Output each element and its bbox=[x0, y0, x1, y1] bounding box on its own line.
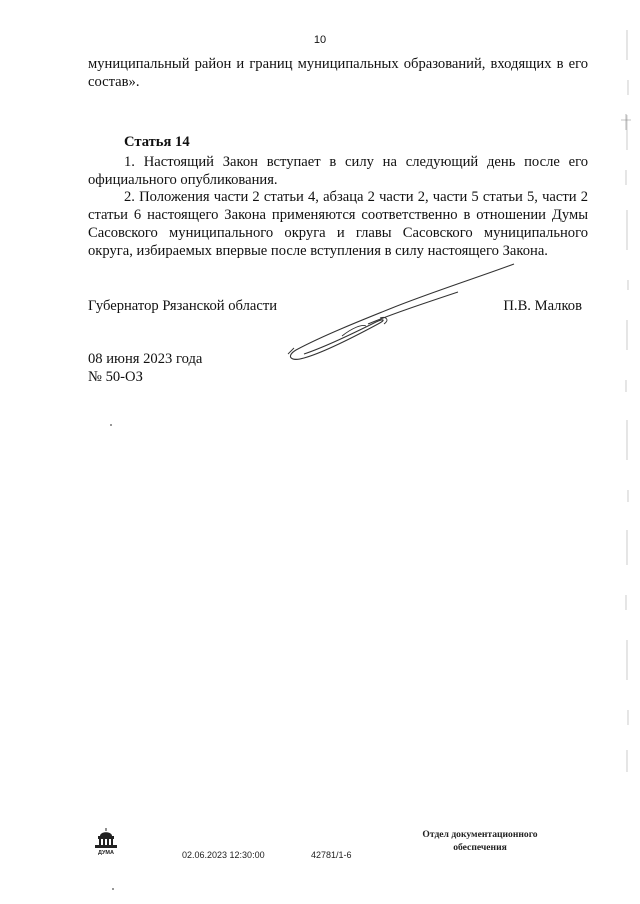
scan-speck bbox=[112, 888, 114, 890]
duma-logo-text: ДУМА bbox=[98, 850, 114, 856]
department-stamp-line1: Отдел документационного bbox=[422, 829, 538, 840]
handwritten-signature bbox=[282, 258, 522, 368]
department-stamp bbox=[400, 828, 560, 854]
article-title: Статья 14 bbox=[124, 134, 190, 150]
signatory-name: П.В. Малков bbox=[503, 298, 582, 314]
law-number: № 50-ОЗ bbox=[88, 369, 143, 385]
duma-logo-icon bbox=[92, 826, 120, 856]
footer-registration-number: 42781/1-6 bbox=[311, 850, 352, 860]
continuation-text bbox=[88, 56, 588, 92]
scan-speck bbox=[110, 424, 112, 426]
signatory-title: Губернатор Рязанской области bbox=[88, 298, 278, 314]
article-paragraph-1: 1. Настоящий Закон вступает в силу на следующий день после его официального опубликования. bbox=[88, 153, 588, 188]
footer-datetime: 02.06.2023 12:30:00 bbox=[182, 850, 265, 860]
article-paragraph-2: 2. Положения части 2 статьи 4, абзаца 2 части 2, части 5 статьи 5, части 2 статьи 6 настоящего Закона применяются соответственно в отношении Думы Сасовского муниципального округа и главы Сасовского муниципального округа, избираемых впервые после вступления в силу настоящего Закона. bbox=[88, 189, 588, 259]
article-section bbox=[88, 134, 588, 261]
department-stamp-line2: обеспечения bbox=[453, 842, 507, 853]
scan-edge-marks bbox=[618, 20, 632, 780]
law-date: 08 июня 2023 года bbox=[88, 351, 203, 367]
page-number: 10 bbox=[313, 34, 327, 46]
continuation-paragraph: муниципальный район и границ муниципальных образований, входящих в его состав». bbox=[88, 56, 588, 90]
